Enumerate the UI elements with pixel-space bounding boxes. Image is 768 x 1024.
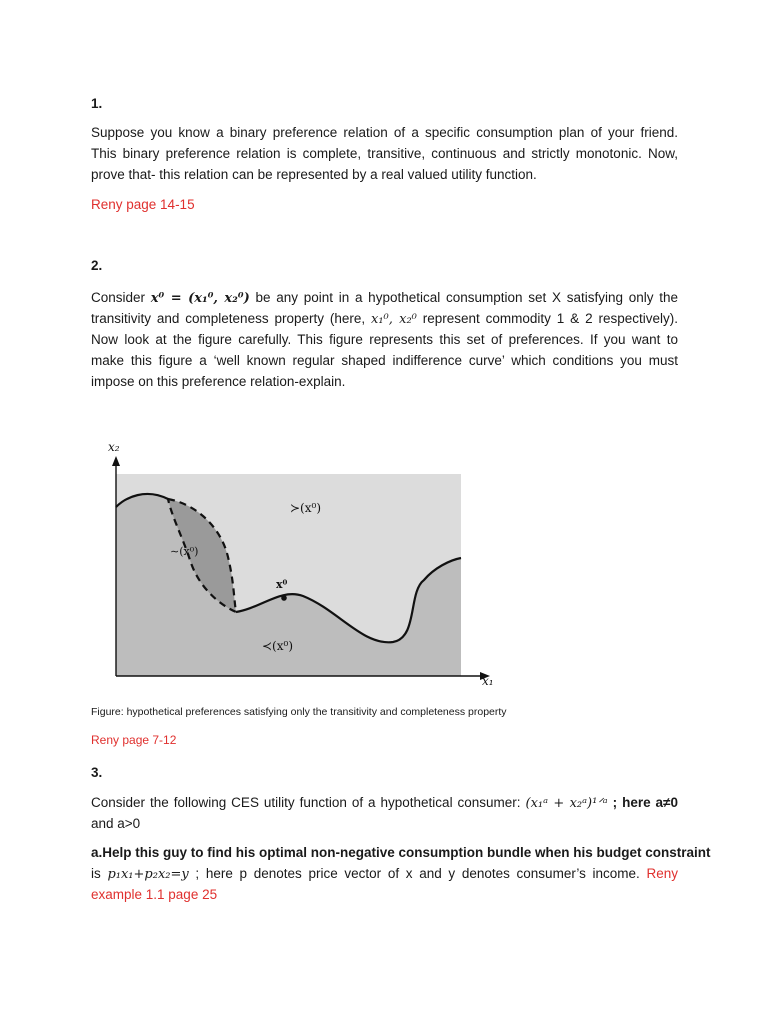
q2-line2-pre: transitivity and completeness property (here, — [91, 311, 366, 326]
q2-line2-post: represent commodity 1 & 2 respectively). — [422, 311, 678, 326]
question-3-line-1 — [91, 792, 678, 813]
question-2-line-2 — [91, 308, 678, 329]
question-2-line-5: impose on this preference relation-explain. — [91, 374, 346, 389]
question-3a-reference-2: example 1.1 page 25 — [91, 887, 218, 902]
question-2-line-1 — [91, 287, 678, 308]
question-3a-line-1: a.Help this guy to find his optimal non-negative consumption bundle when his budget constraint — [91, 845, 711, 860]
y-axis-label: x₂ — [108, 440, 120, 454]
question-1-number: 1. — [91, 96, 103, 111]
q3-line1-post: ; here a≠0 — [612, 795, 678, 810]
y-axis-arrow — [112, 456, 120, 466]
point-label: x⁰ — [276, 578, 288, 591]
x0-point — [281, 595, 287, 601]
commodity-math: x₁⁰, x₂⁰ — [370, 312, 417, 327]
q2-line1-post: be any point in a hypothetical consumption set X satisfying only the — [255, 290, 678, 305]
question-2-number: 2. — [91, 258, 103, 273]
x0-definition-math: x⁰ = (x₁⁰, x₂⁰) — [150, 291, 250, 306]
q3a-line2-pre: is — [91, 866, 101, 881]
question-3a-text — [91, 842, 711, 905]
strict-pref-label: ≻(x⁰) — [290, 501, 321, 515]
x-axis-label: x₁ — [482, 674, 494, 688]
less-pref-label: ≺(x⁰) — [262, 639, 293, 653]
preference-figure — [106, 432, 506, 694]
question-3-line-2: and a>0 — [91, 816, 141, 831]
question-1-text — [91, 122, 678, 185]
indiff-label: ∼(x⁰) — [170, 545, 199, 558]
question-2-line-4: make this figure a ‘well known regular shaped indifference curve’ which conditions you must — [91, 353, 678, 368]
question-2-line-3: Now look at the figure carefully. This figure represents this set of preferences. If you want to — [91, 332, 678, 347]
question-3-text — [91, 792, 678, 834]
question-1-line-3: prove that- this relation can be represented by a real valued utility function. — [91, 167, 537, 182]
q3-line1-pre: Consider the following CES utility function of a hypothetical consumer: — [91, 795, 521, 810]
question-1-reference: Reny page 14-15 — [91, 197, 195, 212]
ces-utility-math: (x₁ᵃ + x₂ᵃ)¹ᐟᵃ — [525, 796, 608, 811]
question-2-text — [91, 287, 678, 392]
question-1-line-2: This binary preference relation is complete, transitive, continuous and strictly monotonic. Now, — [91, 146, 678, 161]
question-3a-reference-1: Reny — [646, 866, 678, 881]
question-3-number: 3. — [91, 765, 103, 780]
question-3a-line-2 — [91, 863, 678, 884]
q3a-line2-post: ; here p denotes price vector of x and y denotes consumer’s income. — [195, 866, 640, 881]
budget-constraint-math: p₁x₁+p₂x₂=y — [107, 867, 189, 882]
question-2-reference: Reny page 7-12 — [91, 733, 177, 747]
q2-line1-pre: Consider — [91, 290, 146, 305]
figure-caption: Figure: hypothetical preferences satisfying only the transitivity and completeness property — [91, 706, 507, 718]
question-1-line-1: Suppose you know a binary preference relation of a specific consumption plan of your friend. — [91, 125, 678, 140]
